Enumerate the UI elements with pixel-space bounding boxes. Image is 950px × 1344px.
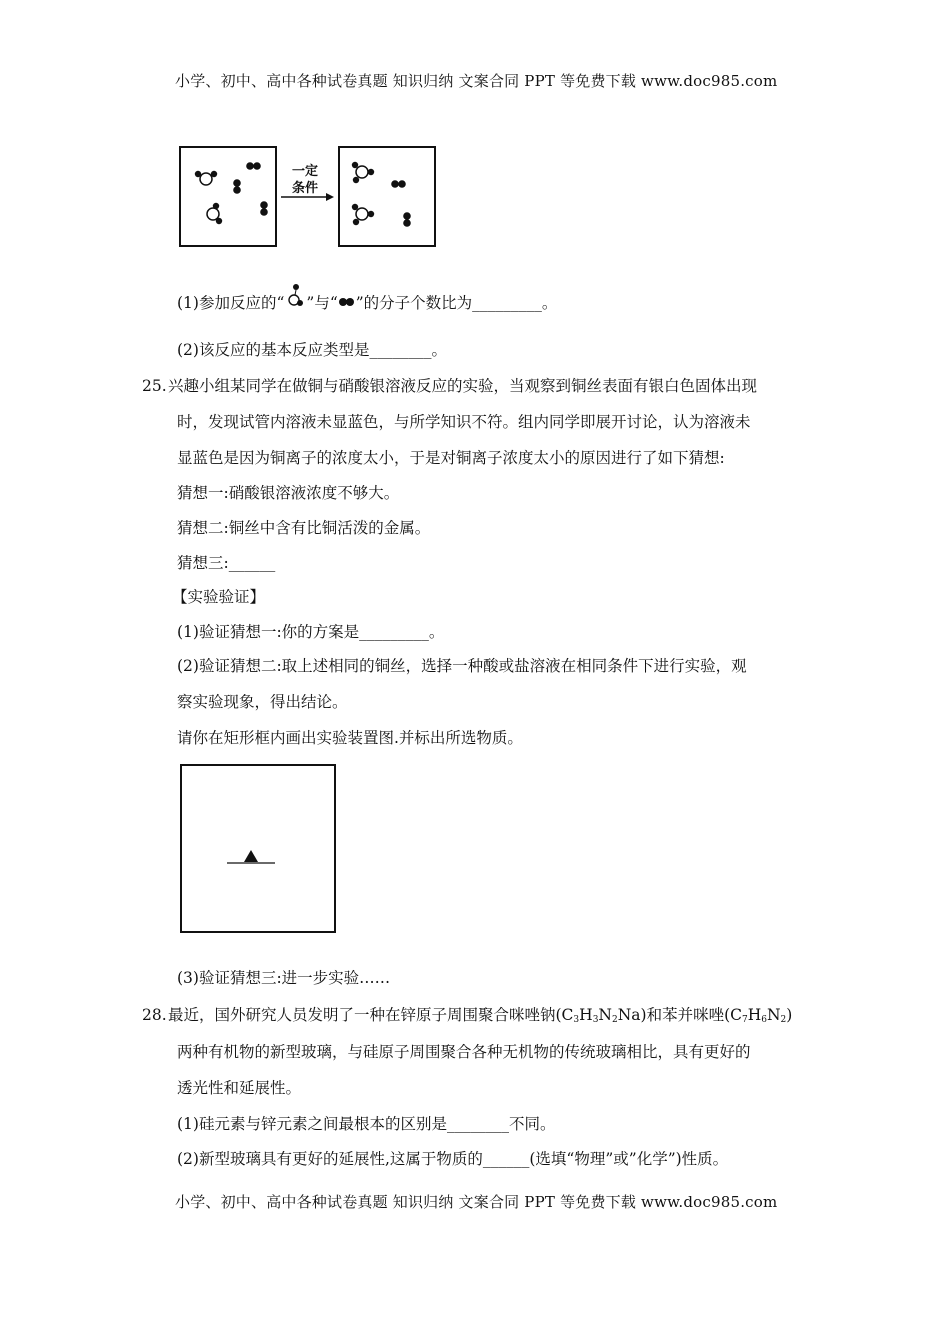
q25-v2-line1: (2)验证猜想二:取上述相同的铜丝，选择一种酸或盐溶液在相同条件下进行实验，观 <box>177 657 747 675</box>
q25-v2-line2: 察实验现象，得出结论。 <box>177 693 348 711</box>
q-prev-sub1-suffix: ”的分子个数比为_________。 <box>355 294 558 312</box>
triangle-marker <box>244 850 258 862</box>
q28-line3: 透光性和延展性。 <box>177 1079 302 1097</box>
q28-line1: 最近，国外研究人员发明了一种在锌原子周围聚合咪唑钠$(C_3H_3N_2Na)$和苯并咪唑$(C_7H_6N_2)$ <box>168 1006 793 1025</box>
q25-v1: (1)验证猜想一:你的方案是_________。 <box>177 623 445 641</box>
q25-v3: (3)验证猜想三:进一步实验…… <box>177 969 391 987</box>
q25-verify-title: 【实验验证】 <box>172 588 266 606</box>
q28-sub2: (2)新型玻璃具有更好的延展性,这属于物质的______(选填“物理”或”化学”)性质。 <box>177 1150 729 1168</box>
q25-guess2: 猜想二:铜丝中含有比铜活泼的金属。 <box>177 519 431 537</box>
q25-number: 25. <box>142 377 167 395</box>
q28-sub1: (1)硅元素与锌元素之间最根本的区别是________不同。 <box>177 1115 556 1133</box>
q25-guess1: 猜想一:硝酸银溶液浓度不够大。 <box>177 484 400 502</box>
q25-line2: 时，发现试管内溶液未显蓝色，与所学知识不符。组内同学即展开讨论，认为溶液未 <box>177 413 751 431</box>
q28-line2: 两种有机物的新型玻璃，与硅原子周围聚合各种无机物的传统玻璃相比，具有更好的 <box>177 1043 751 1061</box>
q28-number: 28. <box>142 1006 167 1024</box>
page-footer: 小学、初中、高中各种试卷真题 知识归纳 文案合同 PPT 等免费下载 www.doc985.com <box>175 1193 778 1211</box>
q-prev-sub1-middle: ”与“ <box>306 294 338 312</box>
q-prev-sub1-prefix: (1)参加反应的“ <box>177 294 285 312</box>
arrow-label-1: 一定 <box>292 164 319 179</box>
page-header: 小学、初中、高中各种试卷真题 知识归纳 文案合同 PPT 等免费下载 www.doc985.com <box>175 72 778 90</box>
q25-draw-instruction: 请你在矩形框内画出实验装置图.并标出所选物质。 <box>177 729 523 747</box>
arrow-label-2: 条件 <box>292 181 319 196</box>
q-prev-sub2: (2)该反应的基本反应类型是________。 <box>177 341 447 359</box>
q25-guess3: 猜想三:______ <box>177 554 276 572</box>
q25-line1: 兴趣小组某同学在做铜与硝酸银溶液反应的实验，当观察到铜丝表面有银白色固体出现 <box>168 377 758 395</box>
q25-line3: 显蓝色是因为铜离子的浓度太小，于是对铜离子浓度太小的原因进行了如下猜想: <box>177 449 725 467</box>
